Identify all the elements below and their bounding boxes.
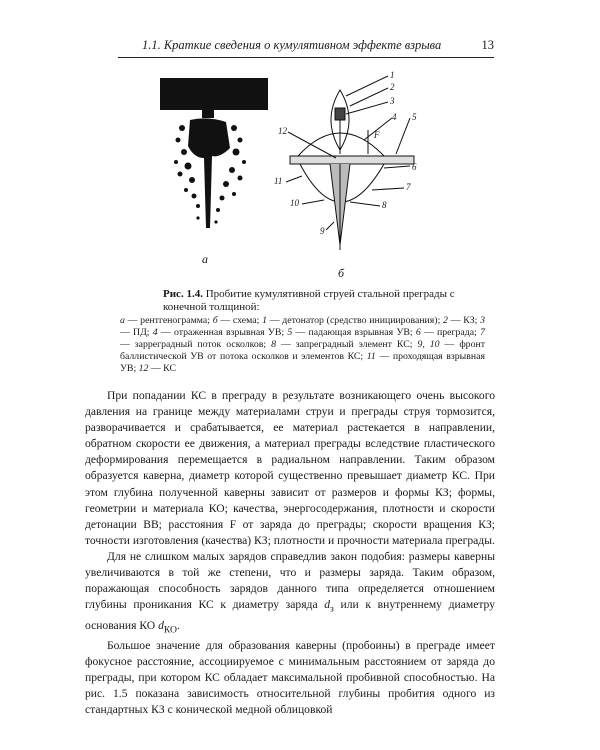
legend-item: — заpреградный поток осколков; [120, 339, 272, 350]
target-plate [290, 156, 414, 164]
schematic-diagram [280, 70, 460, 270]
paragraph-2 [85, 549, 495, 638]
running-header [142, 38, 494, 53]
paragraph-3: Большое значение для образования каверны (пробоины) в преграде имеет фокусное расстояние, ассоциируемое с минимальным расстоянием от заряда до преграды, при котором КС обладает максимальной пробивной способностью. На рис. 1.5 показана зависимость относительной глубины пробития одного из стандартных КЗ с конической медной облицовкой [85, 639, 495, 717]
legend-item: — проходящая взрывная УВ; [120, 351, 485, 374]
legend-item: — падающая взрывная УВ; [292, 327, 416, 338]
label-7: 7 [406, 182, 411, 192]
running-title: 1.1. Краткие сведения о кумулятивном эффекте взрыва [142, 38, 442, 52]
legend-item: — фронт баллистической УВ от потока осколков и элементов КС; [120, 339, 485, 362]
label-5: 5 [412, 112, 417, 122]
legend-key: 12 [138, 363, 149, 374]
legend-item: — ПД; [120, 327, 153, 338]
legend-item: — схема; [217, 315, 263, 326]
header-rule [118, 57, 494, 58]
label-6: 6 [412, 162, 417, 172]
legend-key: 6 [415, 327, 421, 338]
legend-item: — отраженная взрывная УВ; [157, 327, 288, 338]
legend-key: 3 [480, 315, 486, 326]
label-12: 12 [278, 126, 287, 136]
legend-item: — детонатор (средство инициирования); [267, 315, 444, 326]
legend-key: б [212, 315, 218, 326]
label-9: 9 [320, 226, 325, 236]
legend-item: — запреградный элемент КС; [276, 339, 418, 350]
label-F: F [374, 130, 380, 140]
paragraph-2-text: . [177, 618, 180, 632]
body-text [85, 388, 495, 719]
paragraph-1: При попадании КС в преграду в результате возникающего очень высокого давления на границе между материалами струи и преграды струя тормозится, разворачивается и срабатывается, ее материал растекается в направлении, обратном скорости ее движения, а материал преграды вследствие пластического деформирования перемещается в радиальном направлении. Таким образом образуется каверна, диаметр которой существенно превышает диаметр КС. При этом глубина полученной каверны зависит от размеров и формы КЗ; формы, геометрии и материала КО; качества, энергосодержания, плотности и скорости детонации ВВ; расстояния F от заряда до преграды; скорости вращения КЗ; точности изготовления (качества) КЗ; плотности и прочности материала преграды. [85, 389, 495, 547]
legend-key: 11 [366, 351, 376, 362]
subscript-z: з [330, 603, 334, 615]
label-2: 2 [390, 82, 395, 92]
jet-spray [174, 118, 246, 228]
legend-key: 2 [443, 315, 448, 326]
legend-item: — рентгенограмма; [124, 315, 213, 326]
legend-item: — КЗ; [447, 315, 481, 326]
label-1: 1 [390, 70, 395, 80]
legend-key: 1 [262, 315, 268, 326]
caption-number: Рис. 1.4. [163, 288, 203, 300]
legend-key: 9, 10 [417, 339, 440, 350]
figure-1-4 [140, 70, 460, 285]
legend-key: 8 [271, 339, 277, 350]
symbol-d: d [158, 618, 164, 632]
panel-a-label: а [202, 252, 208, 266]
label-10: 10 [290, 198, 299, 208]
page-number: 13 [481, 38, 494, 52]
symbol-d: d [324, 598, 331, 612]
legend-item: — преграда; [420, 327, 481, 338]
subscript-ko: КО [163, 623, 178, 635]
label-11: 11 [274, 176, 283, 186]
legend-item: — КС [148, 363, 176, 374]
legend-key: 4 [152, 327, 158, 338]
label-4: 4 [392, 112, 397, 122]
legend-key: 5 [287, 327, 293, 338]
legend-key: а [120, 315, 125, 326]
label-3: 3 [390, 96, 395, 106]
figure-legend [120, 315, 485, 375]
label-8: 8 [382, 200, 387, 210]
charge-silhouette [160, 78, 268, 110]
paragraph-2-text: Для не слишком малых зарядов справедлив закон подобия: размеры каверны увеличиваются в той же степени, что и размеры заряда. Таким образом, поражающая способность зарядов данного типа определяется отношением глубины проникания КС к диаметру заряда [85, 549, 495, 612]
paragraph-2-text: или к внутреннему диаметру основания КО [85, 598, 495, 632]
legend-key: 7 [480, 327, 485, 338]
figure-caption [163, 288, 463, 314]
caption-text: Пробитие кумулятивной струей стальной преграды с конечной толщиной: [163, 288, 455, 313]
panel-b-label: б [338, 266, 345, 280]
